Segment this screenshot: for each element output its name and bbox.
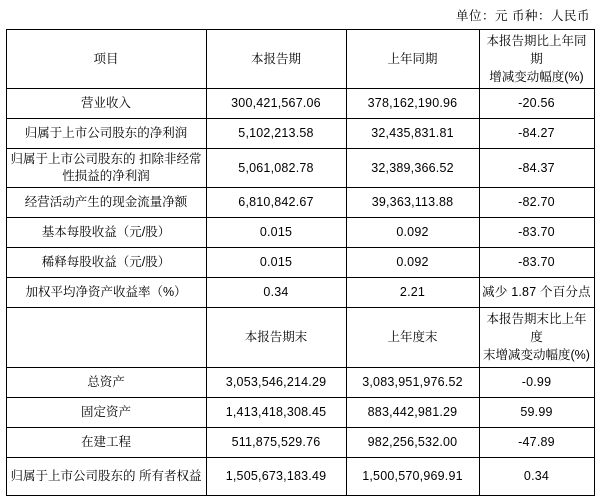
row-change-value: -20.56: [479, 89, 594, 119]
row-current-value: 300,421,567.06: [206, 89, 346, 119]
table-row: [6, 367, 594, 397]
row-prev-value: 883,442,981.29: [346, 397, 479, 427]
row-label-line1: 归属于上市公司股东的: [10, 468, 136, 483]
row-label: 总资产: [6, 367, 206, 397]
row-prev-value: 39,363,113.88: [346, 188, 479, 218]
row-prev-value: 32,389,366.52: [346, 149, 479, 188]
row-current-value: 5,102,213.58: [206, 119, 346, 149]
header-cell-item-empty: [6, 308, 206, 367]
table-row: [6, 218, 594, 248]
header-cell-prev-end: 上年度末: [346, 308, 479, 367]
header-cell-current-period: 本报告期: [206, 30, 346, 89]
row-current-value: 511,875,529.76: [206, 427, 346, 457]
row-prev-value: 32,435,831.81: [346, 119, 479, 149]
row-label: [6, 149, 206, 188]
header-change-end-line2: 末增减变动幅度(%): [483, 348, 590, 363]
header-cell-change-end: [479, 308, 594, 367]
row-label: 固定资产: [6, 397, 206, 427]
row-change-value: -82.70: [479, 188, 594, 218]
row-change-value: -83.70: [479, 218, 594, 248]
table-header-row-period: [6, 30, 594, 89]
unit-currency-note: 单位：元 币种：人民币: [456, 9, 590, 23]
row-prev-value: 0.092: [346, 218, 479, 248]
row-current-value: 3,053,546,214.29: [206, 367, 346, 397]
table-row: [6, 89, 594, 119]
row-current-value: 0.015: [206, 218, 346, 248]
header-cell-current-end: 本报告期末: [206, 308, 346, 367]
row-change-value: -47.89: [479, 427, 594, 457]
header-cell-item: 项目: [6, 30, 206, 89]
header-cell-change-period: [479, 30, 594, 89]
row-label: 稀释每股收益（元/股）: [6, 248, 206, 278]
header-change-end-line1: 本报告期末比上年度: [486, 312, 587, 345]
row-change-value: -84.37: [479, 149, 594, 188]
row-label: 在建工程: [6, 427, 206, 457]
row-prev-value: 1,500,570,969.91: [346, 457, 479, 495]
row-change-value: -84.27: [479, 119, 594, 149]
row-label: 归属于上市公司股东的净利润: [6, 119, 206, 149]
row-label-line2: 扣除非经常性损益的净利润: [62, 152, 202, 184]
row-label: 加权平均净资产收益率（%）: [6, 278, 206, 308]
row-change-value: -0.99: [479, 367, 594, 397]
row-change-value: 减少 1.87 个百分点: [479, 278, 594, 308]
header-change-line1: 本报告期比上年同期: [486, 34, 587, 67]
row-prev-value: 0.092: [346, 248, 479, 278]
header-change-line2: 增减变动幅度(%): [489, 70, 584, 85]
row-prev-value: 2.21: [346, 278, 479, 308]
table-row: [6, 427, 594, 457]
table-row: [6, 149, 594, 188]
row-change-value: 0.34: [479, 457, 594, 495]
row-label: 营业收入: [6, 89, 206, 119]
header-cell-prev-period: 上年同期: [346, 30, 479, 89]
row-label-line2: 所有者权益: [138, 468, 202, 483]
row-current-value: 1,505,673,183.49: [206, 457, 346, 495]
row-current-value: 0.34: [206, 278, 346, 308]
table-row: [6, 397, 594, 427]
row-label: 基本每股收益（元/股）: [6, 218, 206, 248]
table-row: [6, 457, 594, 495]
row-current-value: 0.015: [206, 248, 346, 278]
row-prev-value: 3,083,951,976.52: [346, 367, 479, 397]
table-row: [6, 248, 594, 278]
row-label: [6, 457, 206, 495]
row-change-value: -83.70: [479, 248, 594, 278]
financial-summary-table: [6, 29, 595, 496]
row-change-value: 59.99: [479, 397, 594, 427]
row-current-value: 1,413,418,308.45: [206, 397, 346, 427]
row-prev-value: 378,162,190.96: [346, 89, 479, 119]
row-label: 经营活动产生的现金流量净额: [6, 188, 206, 218]
row-current-value: 5,061,082.78: [206, 149, 346, 188]
table-row: [6, 119, 594, 149]
table-row: [6, 188, 594, 218]
table-header-row-balance: [6, 308, 594, 367]
row-label-line1: 归属于上市公司股东的: [10, 152, 136, 167]
row-current-value: 6,810,842.67: [206, 188, 346, 218]
row-prev-value: 982,256,532.00: [346, 427, 479, 457]
table-row: [6, 278, 594, 308]
